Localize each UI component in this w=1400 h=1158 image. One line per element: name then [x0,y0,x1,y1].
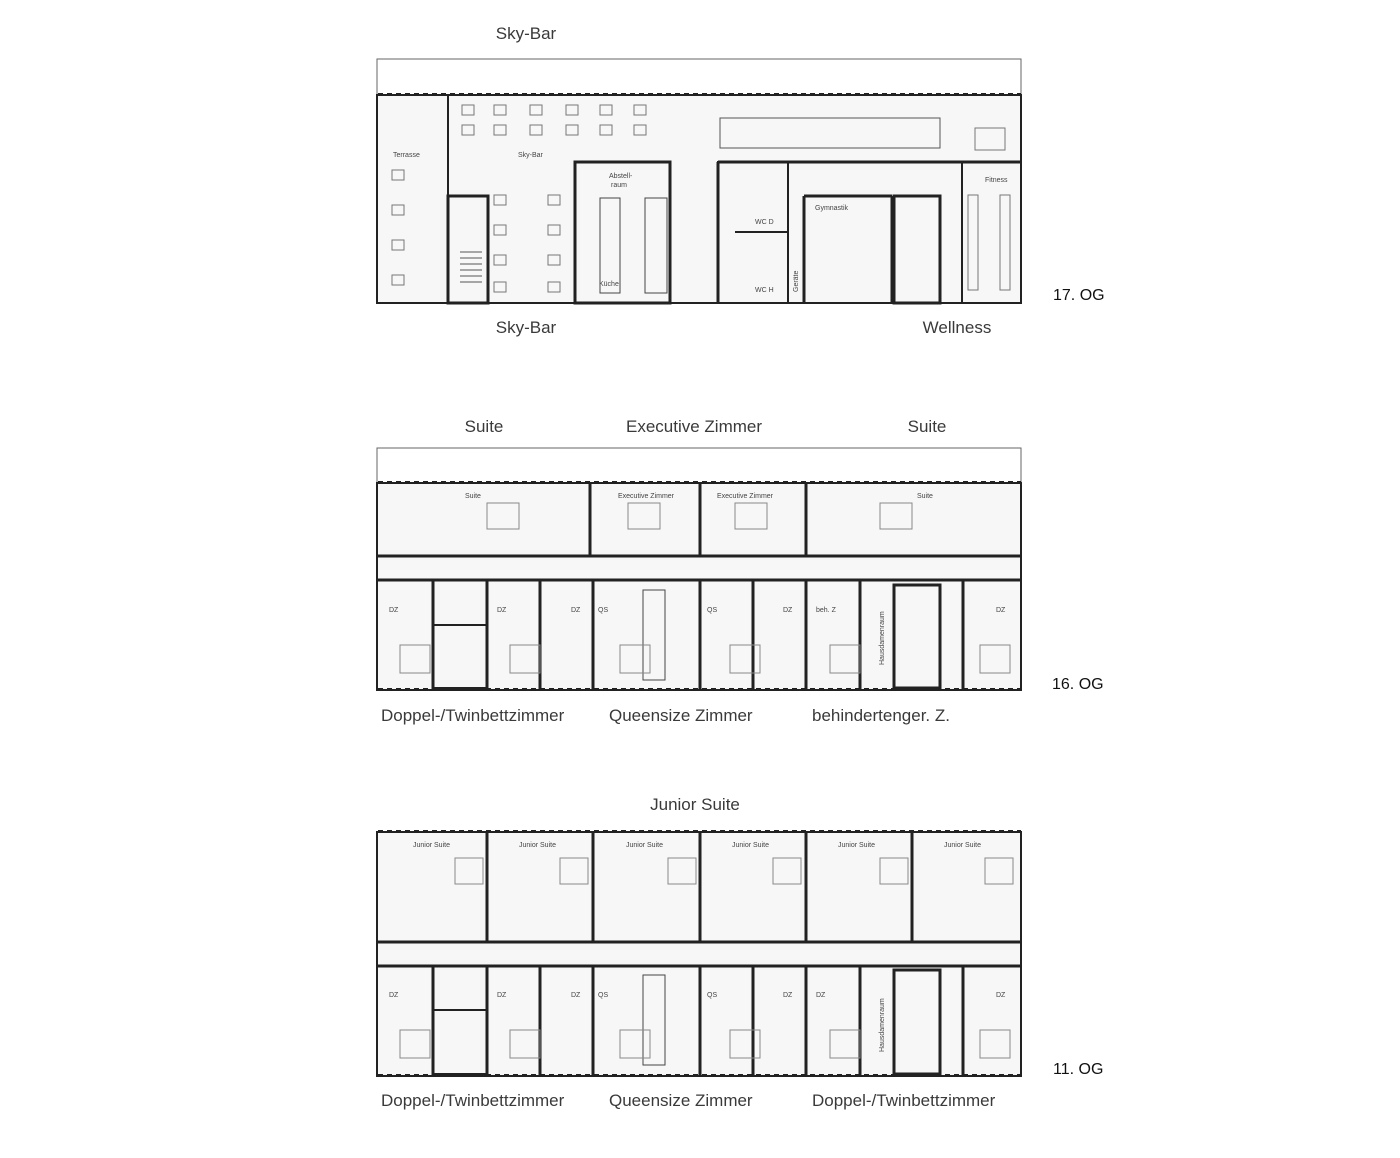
room-label: Junior Suite [732,842,769,849]
room-label: DZ [816,992,826,999]
zone-label-top: Sky-Bar [495,24,557,43]
room-label: Sky-Bar [518,152,543,159]
room-label: DZ [571,607,581,614]
room-label: DZ [389,992,399,999]
zone-label-bottom: Sky-Bar [495,318,557,337]
floor-level-label: 11. OG [1053,1061,1104,1078]
zone-label-bottom: Doppel-/Twinbettzimmer [812,1091,996,1110]
plan-17og [377,59,1021,303]
zone-label-top: Junior Suite [650,795,740,814]
room-label: Gymnastik [815,205,849,212]
room-label: DZ [996,992,1006,999]
room-label: Junior Suite [626,842,663,849]
zone-label-bottom: Wellness [922,318,992,337]
room-label: DZ [497,607,507,614]
room-label: WC D [755,219,774,226]
room-label: Fitness [985,177,1008,184]
room-label: beh. Z [816,607,836,614]
room-label: DZ [996,607,1006,614]
room-label: DZ [497,992,507,999]
floor-level-label: 16. OG [1052,676,1104,693]
room-label: Junior Suite [944,842,981,849]
zone-label-bottom: Queensize Zimmer [609,706,753,725]
room-label: DZ [783,607,793,614]
room-label: DZ [783,992,793,999]
plan-11og [377,832,1021,1076]
zone-label-bottom: Queensize Zimmer [609,1091,753,1110]
room-label: Junior Suite [519,842,556,849]
room-label: Executive Zimmer [618,493,675,500]
room-label: DZ [571,992,581,999]
room-label: Hausdamenraum [879,611,886,665]
floor-level-label: 17. OG [1053,287,1105,304]
room-label: Executive Zimmer [717,493,774,500]
room-label: Geräte [793,270,800,292]
zone-label-top: Executive Zimmer [625,417,763,436]
room-label: Hausdamenraum [879,998,886,1052]
zone-label-top: Suite [464,417,504,436]
room-label: Abstell- [609,173,633,180]
room-label: DZ [389,607,399,614]
room-label: WC H [755,287,774,294]
room-label: Terrasse [393,152,420,159]
zone-label-bottom: behindertenger. Z. [812,706,950,725]
plan-16og [377,448,1021,690]
room-label: raum [611,182,627,189]
zone-label-bottom: Doppel-/Twinbettzimmer [381,706,565,725]
room-label: QS [707,992,718,999]
room-label: Junior Suite [838,842,875,849]
room-label: Küche [599,281,619,288]
zone-label-bottom: Doppel-/Twinbettzimmer [381,1091,565,1110]
room-label: QS [598,992,609,999]
room-label: Suite [917,493,933,500]
room-label: QS [707,607,718,614]
zone-label-top: Suite [907,417,947,436]
room-label: QS [598,607,609,614]
room-label: Junior Suite [413,842,450,849]
room-label: Suite [465,493,481,500]
